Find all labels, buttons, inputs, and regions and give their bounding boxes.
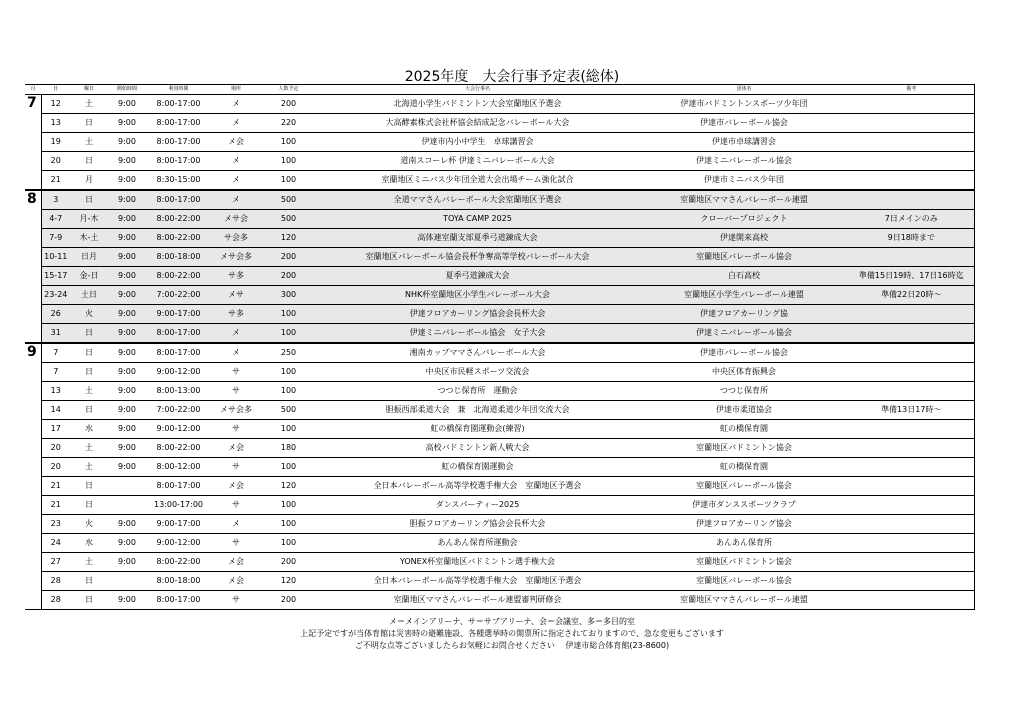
- header-row: [25, 85, 974, 95]
- cell-day: 7: [41, 343, 70, 363]
- table-row: [25, 343, 974, 363]
- cell-start-time: 9:00: [108, 324, 146, 344]
- cell-organization: 室蘭地区バドミントン協会: [639, 553, 849, 572]
- table-row: [25, 420, 974, 439]
- footer-notes: [0, 616, 1024, 652]
- cell-event-name: つつじ保育所 運動会: [316, 382, 639, 401]
- cell-people: 500: [261, 401, 316, 420]
- cell-start-time: 9:00: [108, 401, 146, 420]
- cell-usage-time: 8:00-17:00: [146, 152, 211, 171]
- cell-remarks: 9日18時まで: [849, 229, 974, 248]
- cell-organization: 白石高校: [639, 267, 849, 286]
- cell-organization: 伊達市ダンススポーツクラブ: [639, 496, 849, 515]
- cell-usage-time: 8:00-17:00: [146, 95, 211, 114]
- table-row: [25, 133, 974, 152]
- cell-venue: サ: [211, 420, 261, 439]
- cell-weekday: 土: [70, 95, 108, 114]
- cell-people: 300: [261, 286, 316, 305]
- cell-organization: 虹の橋保育園: [639, 420, 849, 439]
- cell-venue: サ多: [211, 267, 261, 286]
- page-title: 2025年度 大会行事予定表(総体): [404, 69, 620, 85]
- cell-weekday: 日: [70, 477, 108, 496]
- cell-weekday: 火: [70, 515, 108, 534]
- cell-venue: メ: [211, 190, 261, 210]
- cell-day: 15-17: [41, 267, 70, 286]
- cell-weekday: 日: [70, 114, 108, 133]
- cell-remarks: [849, 343, 974, 363]
- cell-people: 100: [261, 496, 316, 515]
- cell-event-name: ダンスパーティー2025: [316, 496, 639, 515]
- cell-start-time: [108, 477, 146, 496]
- cell-usage-time: 8:00-22:00: [146, 210, 211, 229]
- cell-remarks: [849, 114, 974, 133]
- cell-people: 200: [261, 553, 316, 572]
- cell-day: 10-11: [41, 248, 70, 267]
- cell-remarks: 7日メインのみ: [849, 210, 974, 229]
- cell-start-time: [108, 572, 146, 591]
- cell-usage-time: 9:00-12:00: [146, 534, 211, 553]
- cell-day: 12: [41, 95, 70, 114]
- cell-remarks: 準備22日20時～: [849, 286, 974, 305]
- month-label: 9: [25, 343, 41, 610]
- cell-weekday: 月-木: [70, 210, 108, 229]
- cell-event-name: 高校バドミントン新人戦大会: [316, 439, 639, 458]
- cell-venue: サ: [211, 363, 261, 382]
- cell-organization: 虹の橋保育園: [639, 458, 849, 477]
- cell-weekday: 日: [70, 572, 108, 591]
- table-row: [25, 458, 974, 477]
- cell-people: 100: [261, 305, 316, 324]
- cell-remarks: [849, 171, 974, 191]
- table-row: [25, 171, 974, 191]
- cell-event-name: NHK杯室蘭地区小学生バレーボール大会: [316, 286, 639, 305]
- cell-day: 21: [41, 477, 70, 496]
- table-row: [25, 401, 974, 420]
- cell-people: 180: [261, 439, 316, 458]
- cell-weekday: 木-土: [70, 229, 108, 248]
- cell-usage-time: 13:00-17:00: [146, 496, 211, 515]
- cell-event-name: あんあん保育所運動会: [316, 534, 639, 553]
- cell-event-name: 室蘭地区バレーボール協会長杯争奪高等学校バレーボール大会: [316, 248, 639, 267]
- cell-organization: 伊達市バレーボール協会: [639, 343, 849, 363]
- cell-weekday: 日: [70, 190, 108, 210]
- cell-start-time: 9:00: [108, 267, 146, 286]
- cell-weekday: 土: [70, 133, 108, 152]
- cell-start-time: 9:00: [108, 420, 146, 439]
- cell-start-time: 9:00: [108, 229, 146, 248]
- cell-people: 100: [261, 515, 316, 534]
- table-row: [25, 439, 974, 458]
- table-row: [25, 229, 974, 248]
- cell-venue: メ: [211, 95, 261, 114]
- cell-day: 20: [41, 152, 70, 171]
- cell-day: 13: [41, 114, 70, 133]
- cell-usage-time: 7:00-22:00: [146, 401, 211, 420]
- cell-remarks: [849, 420, 974, 439]
- cell-organization: 伊達市卓球講習会: [639, 133, 849, 152]
- col-usage: 利用時間: [146, 85, 211, 95]
- cell-event-name: 夏季弓道錬成大会: [316, 267, 639, 286]
- cell-venue: メ会: [211, 477, 261, 496]
- cell-remarks: 準備15日19時、17日16時迄: [849, 267, 974, 286]
- cell-remarks: [849, 324, 974, 344]
- cell-usage-time: 8:00-17:00: [146, 190, 211, 210]
- cell-venue: サ会多: [211, 229, 261, 248]
- cell-start-time: 9:00: [108, 343, 146, 363]
- cell-event-name: 伊達フロアカーリング協会会長杯大会: [316, 305, 639, 324]
- cell-people: 120: [261, 229, 316, 248]
- cell-people: 200: [261, 248, 316, 267]
- cell-organization: 伊達市ミニバス少年団: [639, 171, 849, 191]
- cell-people: 100: [261, 458, 316, 477]
- cell-people: 200: [261, 95, 316, 114]
- cell-usage-time: 8:00-17:00: [146, 591, 211, 610]
- cell-day: 27: [41, 553, 70, 572]
- cell-people: 100: [261, 534, 316, 553]
- cell-remarks: [849, 572, 974, 591]
- cell-event-name: 北海道小学生バドミントン大会室蘭地区予選会: [316, 95, 639, 114]
- cell-day: 28: [41, 591, 70, 610]
- cell-organization: 室蘭地区バドミントン協会: [639, 439, 849, 458]
- col-month: 月: [25, 85, 41, 95]
- cell-people: 100: [261, 133, 316, 152]
- cell-event-name: 胆振フロアカーリング協会会長杯大会: [316, 515, 639, 534]
- cell-venue: メ: [211, 343, 261, 363]
- col-org: 団体名: [639, 85, 849, 95]
- cell-weekday: 水: [70, 534, 108, 553]
- cell-organization: 伊達市柔道協会: [639, 401, 849, 420]
- cell-usage-time: 9:00-17:00: [146, 305, 211, 324]
- cell-venue: メ: [211, 171, 261, 191]
- cell-start-time: 9:00: [108, 210, 146, 229]
- cell-event-name: 高体連室蘭支部夏季弓道錬成大会: [316, 229, 639, 248]
- table-row: [25, 248, 974, 267]
- cell-start-time: 9:00: [108, 515, 146, 534]
- cell-venue: メサ会多: [211, 248, 261, 267]
- cell-organization: 室蘭地区ママさんバレーボール連盟: [639, 591, 849, 610]
- cell-event-name: 大高酵素株式会社杯協会結成記念バレーボール大会: [316, 114, 639, 133]
- cell-event-name: 室蘭地区ママさんバレーボール連盟審判研修会: [316, 591, 639, 610]
- cell-event-name: 室蘭地区ミニバス少年団全道大会出場チーム強化試合: [316, 171, 639, 191]
- cell-usage-time: 7:00-22:00: [146, 286, 211, 305]
- cell-venue: サ多: [211, 305, 261, 324]
- cell-weekday: 日: [70, 363, 108, 382]
- cell-remarks: [849, 190, 974, 210]
- table-row: [25, 190, 974, 210]
- cell-remarks: [849, 515, 974, 534]
- cell-day: 19: [41, 133, 70, 152]
- cell-usage-time: 9:00-12:00: [146, 420, 211, 439]
- cell-start-time: [108, 496, 146, 515]
- month-label: 7: [25, 95, 41, 191]
- cell-venue: メ: [211, 515, 261, 534]
- cell-start-time: 9:00: [108, 133, 146, 152]
- cell-weekday: 日月: [70, 248, 108, 267]
- col-weekday: 曜日: [70, 85, 108, 95]
- cell-remarks: [849, 534, 974, 553]
- cell-event-name: 全道ママさんバレーボール大会室蘭地区予選会: [316, 190, 639, 210]
- table-row: [25, 305, 974, 324]
- cell-venue: メ会: [211, 553, 261, 572]
- cell-people: 220: [261, 114, 316, 133]
- cell-venue: サ: [211, 458, 261, 477]
- cell-start-time: 9:00: [108, 534, 146, 553]
- col-venue: 場所: [211, 85, 261, 95]
- table-row: [25, 286, 974, 305]
- cell-weekday: 日: [70, 152, 108, 171]
- cell-weekday: 水: [70, 420, 108, 439]
- cell-people: 100: [261, 324, 316, 344]
- cell-start-time: 9:00: [108, 439, 146, 458]
- cell-remarks: 準備13日17時～: [849, 401, 974, 420]
- cell-start-time: 9:00: [108, 152, 146, 171]
- table-row: [25, 534, 974, 553]
- cell-start-time: 9:00: [108, 171, 146, 191]
- table-row: [25, 572, 974, 591]
- cell-organization: 室蘭地区ママさんバレーボール連盟: [639, 190, 849, 210]
- cell-venue: メ: [211, 114, 261, 133]
- cell-event-name: 伊達市内小中学生 卓球講習会: [316, 133, 639, 152]
- cell-venue: サ: [211, 382, 261, 401]
- cell-remarks: [849, 439, 974, 458]
- table-row: [25, 382, 974, 401]
- cell-people: 200: [261, 591, 316, 610]
- table-row: [25, 152, 974, 171]
- note-legend: メ＝メインアリーナ、サ＝サブアリーナ、会＝会議室、多＝多目的室: [388, 617, 636, 626]
- cell-usage-time: 8:00-17:00: [146, 477, 211, 496]
- cell-usage-time: 9:00-12:00: [146, 363, 211, 382]
- cell-people: 250: [261, 343, 316, 363]
- table-row: [25, 114, 974, 133]
- cell-start-time: 9:00: [108, 95, 146, 114]
- cell-people: 120: [261, 572, 316, 591]
- cell-venue: サ: [211, 534, 261, 553]
- cell-event-name: 胆振西部柔道大会 兼 北海道柔道少年団交流大会: [316, 401, 639, 420]
- cell-start-time: 9:00: [108, 114, 146, 133]
- cell-venue: メ会: [211, 439, 261, 458]
- cell-usage-time: 8:00-17:00: [146, 114, 211, 133]
- cell-remarks: [849, 553, 974, 572]
- cell-day: 7: [41, 363, 70, 382]
- table-row: [25, 324, 974, 344]
- cell-day: 26: [41, 305, 70, 324]
- cell-organization: 室蘭地区バレーボール協会: [639, 477, 849, 496]
- cell-venue: メ会: [211, 572, 261, 591]
- table-row: [25, 210, 974, 229]
- cell-start-time: 9:00: [108, 591, 146, 610]
- cell-people: 100: [261, 420, 316, 439]
- cell-remarks: [849, 382, 974, 401]
- cell-start-time: 9:00: [108, 305, 146, 324]
- cell-event-name: 道南スコーレ杯 伊達ミニバレーボール大会: [316, 152, 639, 171]
- cell-organization: あんあん保育所: [639, 534, 849, 553]
- cell-usage-time: 8:00-17:00: [146, 343, 211, 363]
- cell-usage-time: 8:00-18:00: [146, 248, 211, 267]
- cell-day: 23: [41, 515, 70, 534]
- cell-organization: 伊達フロアカーリング協: [639, 305, 849, 324]
- cell-remarks: [849, 477, 974, 496]
- cell-venue: メサ会: [211, 210, 261, 229]
- cell-day: 20: [41, 439, 70, 458]
- cell-usage-time: 8:00-12:00: [146, 458, 211, 477]
- table-row: [25, 496, 974, 515]
- cell-weekday: 日: [70, 591, 108, 610]
- cell-start-time: 9:00: [108, 363, 146, 382]
- table-row: [25, 363, 974, 382]
- cell-day: 20: [41, 458, 70, 477]
- col-day: 日: [41, 85, 70, 95]
- cell-remarks: [849, 305, 974, 324]
- cell-organization: 伊達ミニバレーボール協会: [639, 324, 849, 344]
- table-row: [25, 477, 974, 496]
- cell-weekday: 土: [70, 382, 108, 401]
- cell-people: 100: [261, 171, 316, 191]
- cell-organization: 伊達市バレーボール協会: [639, 114, 849, 133]
- cell-day: 31: [41, 324, 70, 344]
- col-remarks: 備考: [849, 85, 974, 95]
- cell-start-time: 9:00: [108, 553, 146, 572]
- cell-event-name: 虹の橋保育園運動会: [316, 458, 639, 477]
- cell-event-name: 全日本バレーボール高等学校選手権大会 室蘭地区予選会: [316, 477, 639, 496]
- cell-organization: 室蘭地区小学生バレーボール連盟: [639, 286, 849, 305]
- cell-weekday: 日: [70, 343, 108, 363]
- cell-day: 7-9: [41, 229, 70, 248]
- cell-usage-time: 8:00-22:00: [146, 553, 211, 572]
- cell-usage-time: 8:00-13:00: [146, 382, 211, 401]
- cell-usage-time: 8:00-18:00: [146, 572, 211, 591]
- cell-organization: 中央区体育振興会: [639, 363, 849, 382]
- cell-weekday: 土: [70, 553, 108, 572]
- cell-day: 28: [41, 572, 70, 591]
- cell-weekday: 月: [70, 171, 108, 191]
- table-row: [25, 515, 974, 534]
- cell-weekday: 土: [70, 439, 108, 458]
- col-start: 開始時間: [108, 85, 146, 95]
- schedule-table: [25, 84, 975, 610]
- cell-event-name: TOYA CAMP 2025: [316, 210, 639, 229]
- cell-venue: メサ会多: [211, 401, 261, 420]
- cell-people: 200: [261, 267, 316, 286]
- cell-event-name: YONEX杯室蘭地区バドミントン選手権大会: [316, 553, 639, 572]
- table-row: [25, 591, 974, 610]
- cell-weekday: 日: [70, 401, 108, 420]
- cell-people: 500: [261, 190, 316, 210]
- note-change-warning: 上記予定ですが当体育館は災害時の避難施設、各種選挙時の開票所に指定されておりますので、急な変更もございます: [300, 629, 724, 638]
- cell-weekday: 土: [70, 458, 108, 477]
- cell-day: 17: [41, 420, 70, 439]
- cell-organization: 伊達ミニバレーボール協会: [639, 152, 849, 171]
- cell-organization: 伊達開来高校: [639, 229, 849, 248]
- cell-people: 500: [261, 210, 316, 229]
- cell-remarks: [849, 363, 974, 382]
- cell-usage-time: 8:00-17:00: [146, 324, 211, 344]
- table-row: [25, 267, 974, 286]
- note-contact: ご不明な点等ございましたらお気軽にお問合せください 伊達市総合体育館(23-8600): [354, 641, 670, 650]
- cell-weekday: 日: [70, 496, 108, 515]
- cell-start-time: 9:00: [108, 458, 146, 477]
- cell-start-time: 9:00: [108, 286, 146, 305]
- cell-venue: メ会: [211, 133, 261, 152]
- cell-organization: つつじ保育所: [639, 382, 849, 401]
- cell-people: 100: [261, 382, 316, 401]
- cell-people: 100: [261, 363, 316, 382]
- cell-start-time: 9:00: [108, 190, 146, 210]
- cell-weekday: 火: [70, 305, 108, 324]
- cell-usage-time: 8:00-22:00: [146, 229, 211, 248]
- cell-venue: メ: [211, 152, 261, 171]
- cell-venue: サ: [211, 496, 261, 515]
- cell-event-name: 伊達ミニバレーボール協会 女子大会: [316, 324, 639, 344]
- table-row: [25, 553, 974, 572]
- cell-day: 13: [41, 382, 70, 401]
- cell-weekday: 金-日: [70, 267, 108, 286]
- cell-day: 14: [41, 401, 70, 420]
- table-row: [25, 95, 974, 114]
- cell-event-name: 全日本バレーボール高等学校選手権大会 室蘭地区予選会: [316, 572, 639, 591]
- col-event: 大会行事名: [316, 85, 639, 95]
- cell-remarks: [849, 95, 974, 114]
- cell-remarks: [849, 591, 974, 610]
- cell-start-time: 9:00: [108, 382, 146, 401]
- cell-day: 21: [41, 171, 70, 191]
- cell-usage-time: 9:00-17:00: [146, 515, 211, 534]
- cell-event-name: 中央区市民軽スポーツ交流会: [316, 363, 639, 382]
- month-label: 8: [25, 190, 41, 343]
- cell-start-time: 9:00: [108, 248, 146, 267]
- cell-organization: 室蘭地区バレーボール協会: [639, 572, 849, 591]
- cell-venue: メ: [211, 324, 261, 344]
- cell-remarks: [849, 133, 974, 152]
- cell-usage-time: 8:00-17:00: [146, 133, 211, 152]
- cell-weekday: 土日: [70, 286, 108, 305]
- cell-event-name: 虹の橋保育園運動会(練習): [316, 420, 639, 439]
- cell-organization: 伊達市バドミントンスポーツ少年団: [639, 95, 849, 114]
- cell-day: 23-24: [41, 286, 70, 305]
- cell-usage-time: 8:30-15:00: [146, 171, 211, 191]
- cell-remarks: [849, 496, 974, 515]
- cell-organization: 室蘭地区バレーボール協会: [639, 248, 849, 267]
- cell-weekday: 日: [70, 324, 108, 344]
- cell-day: 21: [41, 496, 70, 515]
- cell-people: 100: [261, 152, 316, 171]
- cell-usage-time: 8:00-22:00: [146, 439, 211, 458]
- cell-organization: 伊達フロアカーリング協会: [639, 515, 849, 534]
- cell-day: 3: [41, 190, 70, 210]
- cell-venue: サ: [211, 591, 261, 610]
- cell-people: 120: [261, 477, 316, 496]
- cell-day: 4-7: [41, 210, 70, 229]
- cell-remarks: [849, 152, 974, 171]
- cell-organization: クローバープロジェクト: [639, 210, 849, 229]
- cell-event-name: 湘南カップママさんバレーボール大会: [316, 343, 639, 363]
- col-people: 人数予定: [261, 85, 316, 95]
- cell-usage-time: 8:00-22:00: [146, 267, 211, 286]
- cell-venue: メサ: [211, 286, 261, 305]
- cell-day: 24: [41, 534, 70, 553]
- schedule-body: [25, 95, 974, 610]
- cell-remarks: [849, 458, 974, 477]
- cell-remarks: [849, 248, 974, 267]
